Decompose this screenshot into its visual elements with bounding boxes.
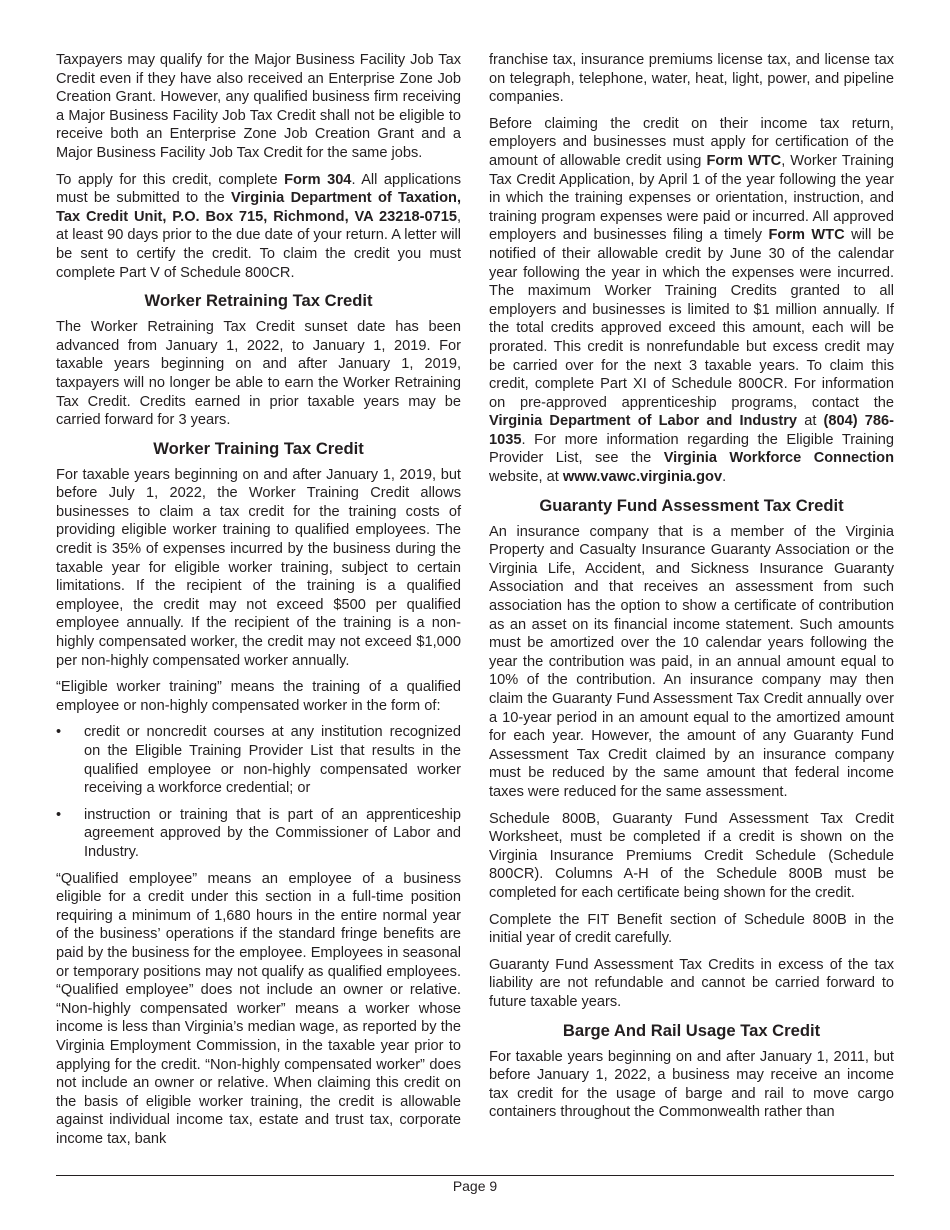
phone-number: (804) 786-1035 <box>489 413 894 448</box>
paragraph-form-304 <box>56 171 461 283</box>
paragraph-schedule-800b: Schedule 800B, Guaranty Fund Assessment Tax Credit Worksheet, must be completed if a credit is shown on the Virginia Insurance Premiums Credit Schedule (Schedule 800CR). Columns A-H of the Schedule 800B must be completed for each certificate being shown for the credit. <box>489 810 894 901</box>
footer-divider <box>56 1175 894 1176</box>
text-run: website, at <box>489 469 563 486</box>
text-run: . For more information regarding the Eligible Training Provider List, see the <box>489 431 894 467</box>
heading-worker-retraining: Worker Retraining Tax Credit <box>144 291 373 311</box>
list-item <box>56 806 461 862</box>
form-wtc-ref: Form WTC <box>706 152 782 169</box>
right-column <box>489 51 894 1130</box>
website-url: www.vawc.virginia.gov <box>562 469 723 486</box>
heading-barge-rail: Barge And Rail Usage Tax Credit <box>562 1020 821 1040</box>
list-item-text: credit or noncredit courses at any institution recognized on the Eligible Training Provider List that results in the qualified employee or non-highly compensated worker receiving a workforce credential; or <box>84 724 461 797</box>
tax-credit-unit-address: Virginia Department of Taxation, Tax Credit Unit, P.O. Box 715, Richmond, VA 23218-0715 <box>56 190 461 225</box>
dept-labor-ref: Virginia Department of Labor and Industry <box>489 413 798 430</box>
heading-worker-training: Worker Training Tax Credit <box>153 438 364 458</box>
paragraph-barge-rail: For taxable years beginning on and after January 1, 2011, but before January 1, 2022, a business may receive an income tax credit for the usage of barge and rail to move cargo containers throughout the Commonwealth rather than <box>489 1048 894 1121</box>
paragraph-qualified-employee: “Qualified employee” means an employee of a business eligible for a credit under this section in a full-time position requiring a minimum of 1,680 hours in the entire normal year of the business’ operations if the standard fringe benefits are paid by the business for the employee. Employees in seasonal or temporary positions may not qualify as qualified employees. “Qualified employee” does not include an owner or relative. “Non-highly compensated worker” means a worker whose income is less than Virginia’s median wage, as reported by the Virginia Employment Commission, in the taxable year prior to applying for the credit. “Non-highly compensated worker” does not include an owner or relative. When claiming this credit on the basis of eligible worker training, the credit is allowable against individual income tax, estate and trust tax, corporate income tax, bank <box>56 870 461 1147</box>
text-run: , at least 90 days prior to the due date of your return. A letter will be sent to certify the credit. To claim the credit you must complete Part V of Schedule 800CR. <box>56 208 461 281</box>
paragraph-enterprise-zone: Taxpayers may qualify for the Major Business Facility Job Tax Credit even if they have also received an Enterprise Zone Job Creation Grant. However, any qualified business firm receiving a Major Business Facility Job Tax Credit shall not be eligible to receive both an Enterprise Zone Job Creation Grant and a Major Business Facility Job Tax Credit for the same jobs. <box>56 52 461 161</box>
form-304-ref: Form 304 <box>284 171 352 188</box>
bullet-glyph: • <box>56 806 62 823</box>
text-run: . All applications must be submitted to the <box>56 171 462 207</box>
list-item-text: instruction or training that is part of an apprenticeship agreement approved by the Commissioner of Labor and Industry. <box>84 806 461 860</box>
text-run: Before claiming the credit on their income tax return, employers and businesses must apply for certification of the amount of allowable credit using <box>489 115 894 169</box>
left-column <box>56 51 461 1156</box>
paragraph-guaranty-intro: An insurance company that is a member of the Virginia Property and Casualty Insurance Guaranty Association or the Virginia Life, Accident, and Sickness Insurance Guaranty Association and that receives an assessment from such association has the option to show a certificate of contribution as an asset on its financial income statement. Such amounts must be amortized over the 10 calendar years following the year the contribution was paid, in an annual amount equal to 10% of the contribution. An insurance company may then claim the Guaranty Fund Assessment Tax Credit annually over a 10-year period in an amount equal to the amortized amount for each year. However, the amount of any Guaranty Fund Assessment Tax Credit claimed by an insurance company must be reduced by the same amount that federal income taxes were reduced for the same assessment. <box>489 523 894 800</box>
page-number: Page 9 <box>452 1178 498 1194</box>
text-run: To apply for this credit, complete <box>56 171 285 188</box>
text-run: . <box>722 469 727 486</box>
bullet-glyph: • <box>56 724 62 741</box>
paragraph-eligible-training: “Eligible worker training” means the training of a qualified employee or non-highly compensated worker in the form of: <box>56 679 461 714</box>
paragraph-franchise-tax: franchise tax, insurance premiums license tax, and license tax on telegraph, telephone, water, heat, light, power, and pipeline companies. <box>489 52 894 106</box>
workforce-connection-ref: Virginia Workforce Connection <box>663 450 894 467</box>
list-item <box>56 723 461 797</box>
text-run: will be notified of their allowable credit by June 30 of the calendar year following the year in which the expenses were incurred. The maximum Worker Training Credits granted to all employers and businesses is limited to $1 million annually. If the total credits approved exceed this amount, each will be prorated. This credit is nonrefundable but excess credit may be carried over for the next 3 taxable years. To claim this credit, complete Part XI of Schedule 800CR. For information on pre-approved apprenticeship programs, contact the <box>489 227 894 411</box>
paragraph-fit-benefit: Complete the FIT Benefit section of Schedule 800B in the initial year of credit carefully. <box>489 911 894 947</box>
text-run: , Worker Training Tax Credit Application, by April 1 of the year following the year in which the training expenses or orientation, instruction, and training program expenses were paid or incurred. All approved employers and businesses filing a timely <box>489 152 894 244</box>
paragraph-training-intro: For taxable years beginning on and after January 1, 2019, but before July 1, 2022, the Worker Training Credit allows businesses to claim a tax credit for the training costs of providing eligible worker training to qualified employees. The credit is 35% of expenses incurred by the business during the taxable year for eligible worker training, subject to certain limitations. If the recipient of the training is a qualified employee, the credit may not exceed $500 per qualified employee annually. If the recipient of the training is a non-highly compensated worker, the credit may not exceed $1,000 per non-highly compensated worker annually. <box>56 466 461 669</box>
paragraph-retraining: The Worker Retraining Tax Credit sunset date has been advanced from January 1, 2022, to January 1, 2019. For taxable years beginning on and after January 1, 2019, taxpayers will no longer be able to earn the Worker Retraining Tax Credit. Credits earned in prior taxable years may be carried forward for 3 years. <box>56 319 461 429</box>
bullet-list <box>56 723 461 861</box>
heading-guaranty-fund: Guaranty Fund Assessment Tax Credit <box>539 495 844 515</box>
paragraph-form-wtc <box>489 115 894 487</box>
text-run: at <box>797 413 824 430</box>
paragraph-not-refundable: Guaranty Fund Assessment Tax Credits in excess of the tax liability are not refundable and cannot be carried forward to future taxable years. <box>489 956 894 1010</box>
form-wtc-ref: Form WTC <box>768 227 845 244</box>
